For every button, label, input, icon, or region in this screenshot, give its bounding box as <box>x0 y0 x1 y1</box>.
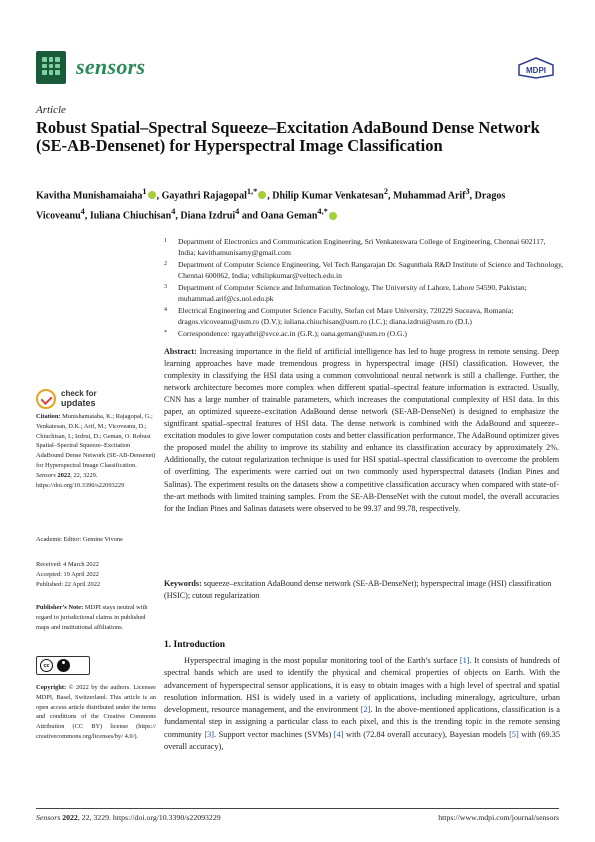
affiliation-number: 3 <box>164 284 167 290</box>
introduction-paragraph: Hyperspectral imaging is the most popular monitoring tool of the Earth’s surface [1]. It consists of hundreds of spectral bands which are used to identify the physical and chemical properties of objects on Earth. With the advancement of hyperspectral sensor applications, it is easy to obtain images with a high level of spectral and spatial resolution information. HSI is widely used in a variety of applications, including mineralogy, agriculture, urban development, resource management, and the environment [2]. In the above-mentioned applications, classification is a fundamental step in assigning a particular class to each pixel, and this is the trending topic in the remote sensing community [3]. Support vector machines (SVMs) [4] with (72.84 overall accuracy), Bayesian models [5] with (69.35 overall accuracy), <box>164 656 560 752</box>
orcid-icon[interactable] <box>148 191 156 199</box>
author-sup: 3 <box>465 187 470 196</box>
published-date: Published: 22 April 2022 <box>36 580 101 588</box>
orcid-icon[interactable] <box>258 191 266 199</box>
footer-doi[interactable]: , 22, 3229. https://doi.org/10.3390/s22093229 <box>77 813 221 822</box>
author-sup: 4 <box>235 207 240 217</box>
received-date: Received: 4 March 2022 <box>36 561 99 568</box>
affiliation-text: Electrical Engineering and Computer Science Faculty, Stefan cel Mare University, 720229 Suceava, Romania; dragos.vicoveanu@usm.ro (D.V.); iuliana.chiuchisan@usm.ro (I.C.); diana.izdrui@usm.ro (D.I.) <box>178 306 514 326</box>
citation-year: 2022 <box>57 471 71 479</box>
check-for-updates-badge[interactable] <box>36 388 126 414</box>
author-sup: 2 <box>383 187 388 196</box>
affiliation-number: 4 <box>164 307 167 313</box>
affiliation-item <box>164 282 564 304</box>
footer-journal-url[interactable]: https://www.mdpi.com/journal/sensors <box>438 813 559 822</box>
check-updates-icon <box>36 389 56 409</box>
footer-journal: Sensors <box>36 813 61 822</box>
article-title: Robust Spatial–Spectral Squeeze–Excitation AdaBound Dense Network (SE-AB-Densenet) for Hyperspectral Image Classification <box>36 118 540 155</box>
citation-label: Citation: <box>36 413 61 420</box>
affiliation-number: 2 <box>164 261 167 267</box>
copyright-block <box>36 683 156 742</box>
author-name[interactable]: Oana Geman <box>260 210 318 222</box>
mdpi-logo-text: MDPI <box>526 66 546 75</box>
reference-link[interactable]: [5] <box>509 729 519 739</box>
author-name[interactable]: Gayathri Rajagopal <box>161 190 247 202</box>
affiliation-text: Department of Computer Science Engineering, Vel Tech Rangarajan Dr. Sagunthala R&D Institute of Science and Technology, Chennai 600062, India; vdhilipkumar@veltech.edu.in <box>178 260 564 280</box>
author-name[interactable]: Kavitha Munishamaiaha <box>36 190 143 202</box>
keywords-label: Keywords: <box>164 579 202 588</box>
copyright-label: Copyright: <box>36 684 67 691</box>
publisher-note-label: Publisher’s Note: <box>36 604 84 611</box>
keywords <box>164 578 559 602</box>
affiliation-item <box>164 259 564 281</box>
citation-text: Munishamaiaha, K.; Rajagopal, G.; Venkatesan, D.K.; Arif, M.; Vicoveanu, D.; Chiuchisan, I.; Izdrui, D.; Geman, O. Robust Spatial–Spectral Squeeze–Excitation AdaBound Dense Network (SE-AB-Densenet) for Hyperspectral Image Classification. <box>36 413 156 469</box>
affiliation-text: Correspondence: rgayathri@svce.ac.in (G.R.); oana.geman@usm.ro (O.G.) <box>178 329 407 338</box>
copyright-text: © 2022 by the authors. Licensee MDPI, Basel, Switzerland. This article is an open access article distributed under the terms and conditions of the Creative Commons Attribution (CC BY) license (https:// creativecommons.org/licenses/by/ 4.0/). <box>36 684 156 740</box>
publication-dates <box>36 560 156 589</box>
reference-link[interactable]: [3] <box>204 729 215 739</box>
author-sup: 4 <box>171 207 176 217</box>
affiliation-number: * <box>164 330 167 336</box>
citation-block <box>36 412 156 490</box>
publisher-note <box>36 603 156 632</box>
citation-doi[interactable]: , 22, 3229. https://doi.org/10.3390/s22093229 <box>36 471 125 489</box>
accepted-date: Accepted: 19 April 2022 <box>36 570 100 578</box>
citation-journal: Sensors <box>36 471 56 479</box>
keywords-text: squeeze–excitation AdaBound dense network (SE-AB-DenseNet); hyperspectral image (HSI) classification (HSIC); cutout regularization <box>164 579 552 600</box>
author-list: Kavitha Munishamaiaha$^1$ , Gayathri Rajagopal$^{1,*}$ , Dhilip Kumar Venkatesan$^2$, Muhammad Arif$^3$, Dragos Vicoveanu$^4$, Iuliana Chiuchisan$^4$, Diana Izdrui$^4$ and Oana Geman$^{4,*}$ <box>36 187 506 222</box>
affiliations <box>164 236 564 340</box>
mdpi-logo-icon <box>517 57 555 79</box>
author-name[interactable]: Diana Izdrui <box>180 210 236 222</box>
cc-by-license-icon[interactable] <box>36 656 90 675</box>
orcid-icon[interactable] <box>329 212 337 220</box>
author-sup: 1 <box>142 187 147 196</box>
journal-logo-grid-icon <box>42 57 60 75</box>
affiliation-item <box>164 305 564 327</box>
footer-year: 2022 <box>62 813 78 822</box>
attribution-person-icon <box>57 659 70 672</box>
article-type: Article <box>36 104 66 116</box>
author-sup: 4 <box>80 207 85 217</box>
footer-divider <box>36 808 559 809</box>
check-updates-line2: updates <box>61 398 96 408</box>
footer-citation <box>36 813 221 822</box>
abstract-text: Increasing importance in the field of artificial intelligence has led to huge progress in remote sensing. Deep learning approaches have made tremendous progress in hyperspectral image (HSI) classification. However, the complexity in classifying the HSI data using a common convolutional neural network is still a challenge. Further, the network architecture becomes more complex when different spatial–spectral feature information is extracted. Usually, CNN has a large number of trainable parameters, which increases the computational complexity of HSI data. In this paper, an optimized squeeze–excitation AdaBound dense network (SE-AB-DenseNet) is designed to emphasize the significant spatial–spectral features of HSI data. The dense network is combined with the AdaBound and squeeze–excitation modules to give lower computation costs and better classification performance. The AdaBound optimizer gives the proposed model the ability to improve its stability and enhance its classification accuracy by approximately 2%. Additionally, the cutout regularization technique is used for HSI spatial–spectral classification to overcome the problem of overfitting. The experiments were carried out on two commonly used hyperspectral datasets (Indian Pines and Salinas). The experiment results on the datasets show a competitive classification accuracy when compared with state-of-the-art methods with limited training samples. From the SE-AB-DenseNet with the cutout model, the overall accuracies for the Indian Pines and Salinas datasets were observed to be 99.37 and 99.78, respectively. <box>164 347 560 513</box>
academic-editor: Academic Editor: Gemine Vivone <box>36 536 123 543</box>
abstract <box>164 346 559 515</box>
reference-link[interactable]: [2] <box>360 705 371 715</box>
reference-link[interactable]: [1] <box>459 656 470 665</box>
affiliation-text: Department of Computer Science and Information Technology, The University of Lahore, Lahore 54590, Pakistan; muhammad.arif@cs.uol.edu.pk <box>178 283 527 303</box>
author-name[interactable]: Dhilip Kumar Venkatesan <box>272 190 384 202</box>
journal-logo <box>36 51 66 84</box>
affiliation-item <box>164 328 564 339</box>
affiliation-text: Department of Electronics and Communication Engineering, Sri Venkateswara College of Engineering, Chennai 602117, India; kavithamunisamy@gmail.com <box>178 237 546 257</box>
author-name[interactable]: Dragos Vicoveanu <box>36 190 506 222</box>
check-updates-line1: check for <box>61 389 97 398</box>
affiliation-item <box>164 236 564 258</box>
section-heading-introduction: 1. Introduction <box>164 640 226 650</box>
affiliation-number: 1 <box>164 238 167 244</box>
publisher-note-text: MDPI stays neutral with regard to jurisdictional claims in published maps and institutional affiliations. <box>36 604 148 631</box>
abstract-label: Abstract: <box>164 347 197 356</box>
creative-commons-icon: cc <box>40 659 53 672</box>
author-sup: 4,* <box>317 207 328 217</box>
author-sup: 1,* <box>246 187 258 196</box>
journal-name: sensors <box>76 54 146 79</box>
author-name[interactable]: Muhammad Arif <box>392 190 466 202</box>
author-name[interactable]: Iuliana Chiuchisan <box>89 210 172 222</box>
reference-link[interactable]: [4] <box>333 729 344 739</box>
